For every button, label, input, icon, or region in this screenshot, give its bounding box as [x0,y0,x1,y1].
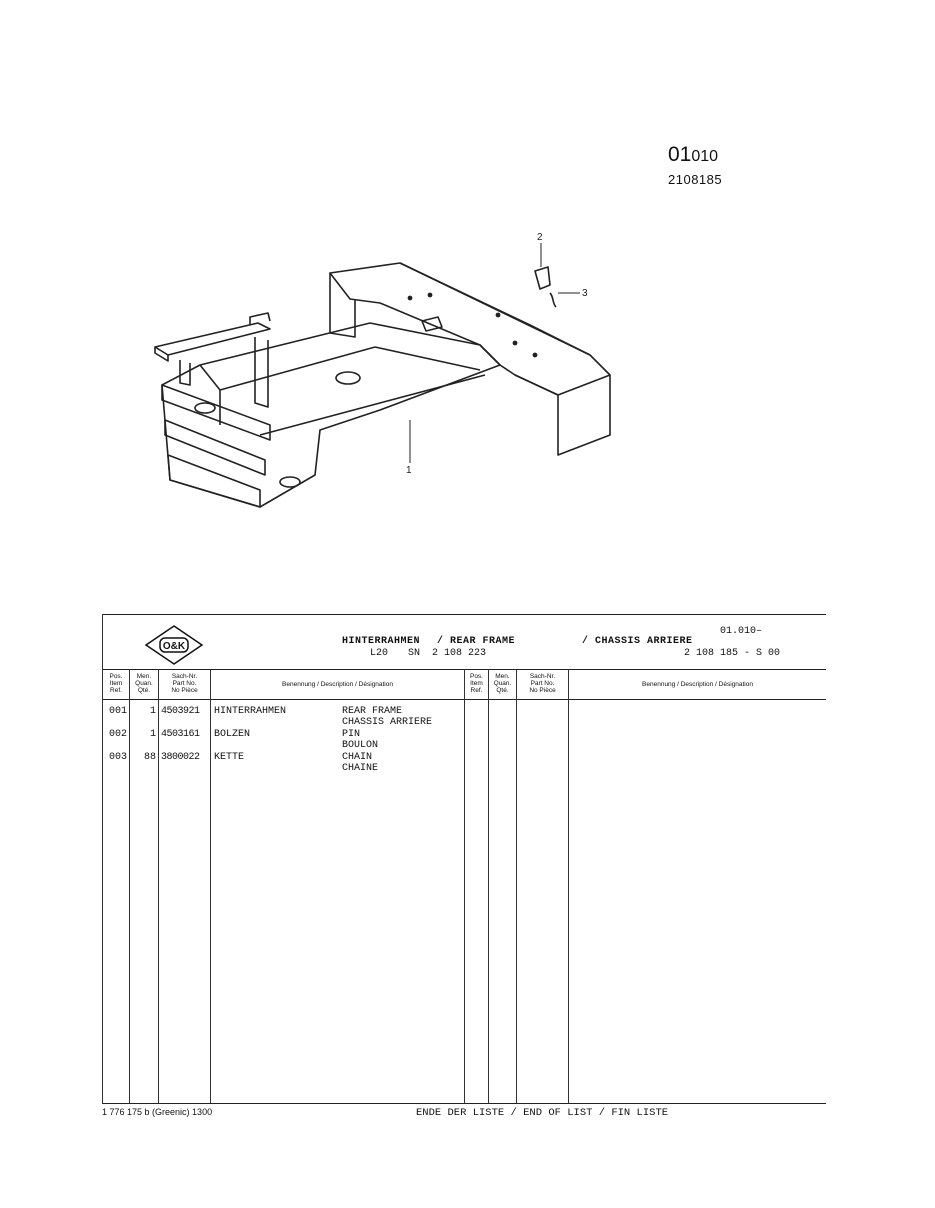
col-qty-header-right: Men. Quan. Qté. [493,673,512,694]
page-ref: 01.010– [720,626,763,637]
row-2-pos: 002 [109,729,128,740]
row-2-name-de: BOLZEN [214,729,251,740]
sn-label: SN [408,648,421,659]
ok-logo [144,624,204,666]
callout-3: 3 [582,288,588,299]
frame-cross-member [155,323,270,355]
title-de: HINTERRAHMEN [342,636,421,647]
callout-2: 2 [537,232,543,243]
row-2-qty: 1 [149,729,156,740]
model: L20 [370,648,389,659]
col-part-header: Sach-Nr. Part No. No Pièce [171,673,198,694]
row-1-part: 4503921 [161,706,200,717]
parts-list-table [102,614,826,1104]
rear-frame-illustration [140,225,640,515]
row-1-name-fr: CHASSIS ARRIERE [342,717,433,728]
chain-part [550,293,556,307]
end-of-list: ENDE DER LISTE / END OF LIST / FIN LISTE [416,1107,669,1119]
svg-text:O&K: O&K [162,641,186,652]
row-1-name-de: HINTERRAHMEN [214,706,287,717]
callout-1: 1 [406,465,412,476]
frame-rear-box [330,263,610,455]
row-3-name-de: KETTE [214,752,245,763]
serial-number: 2 108 223 [432,648,487,659]
row-2-name-fr: BOULON [342,740,379,751]
title-en: / REAR FRAME [437,636,516,647]
drawing-ref: 2 108 185 - S 00 [684,648,781,659]
col-pos-header-right: Pos. Item Ref. [469,673,483,694]
col-desc-header-right: Benennung / Description / Désignation [642,681,753,688]
title-fr: / CHASSIS ARRIERE [582,636,693,647]
row-1-name-en: REAR FRAME [342,706,403,717]
row-3-pos: 003 [109,752,128,763]
page-code [668,143,718,167]
page-code-main: 01 [668,143,692,166]
row-3-name-fr: CHAINE [342,763,379,774]
col-qty-header: Men. Quan. Qté. [135,673,153,694]
row-2-part: 4503161 [161,729,200,740]
row-2-name-en: PIN [342,729,361,740]
page-code-sub: 010 [691,148,719,165]
row-1-pos: 001 [109,706,128,717]
form-number: 1 776 175 b (Greenic) 1300 [102,1107,213,1117]
row-3-part: 3800022 [161,752,200,763]
drawing-number: 2108185 [668,172,723,187]
pin-part [535,267,550,289]
col-pos-header: Pos. Item Ref. [109,673,123,694]
col-desc-header: Benennung / Description / Désignation [282,681,393,688]
col-part-header-right: Sach-Nr. Part No. No Pièce [529,673,556,694]
frame-side-rail [162,323,500,507]
row-3-name-en: CHAIN [342,752,373,763]
row-3-qty: 88 [143,752,156,763]
row-1-qty: 1 [149,706,156,717]
